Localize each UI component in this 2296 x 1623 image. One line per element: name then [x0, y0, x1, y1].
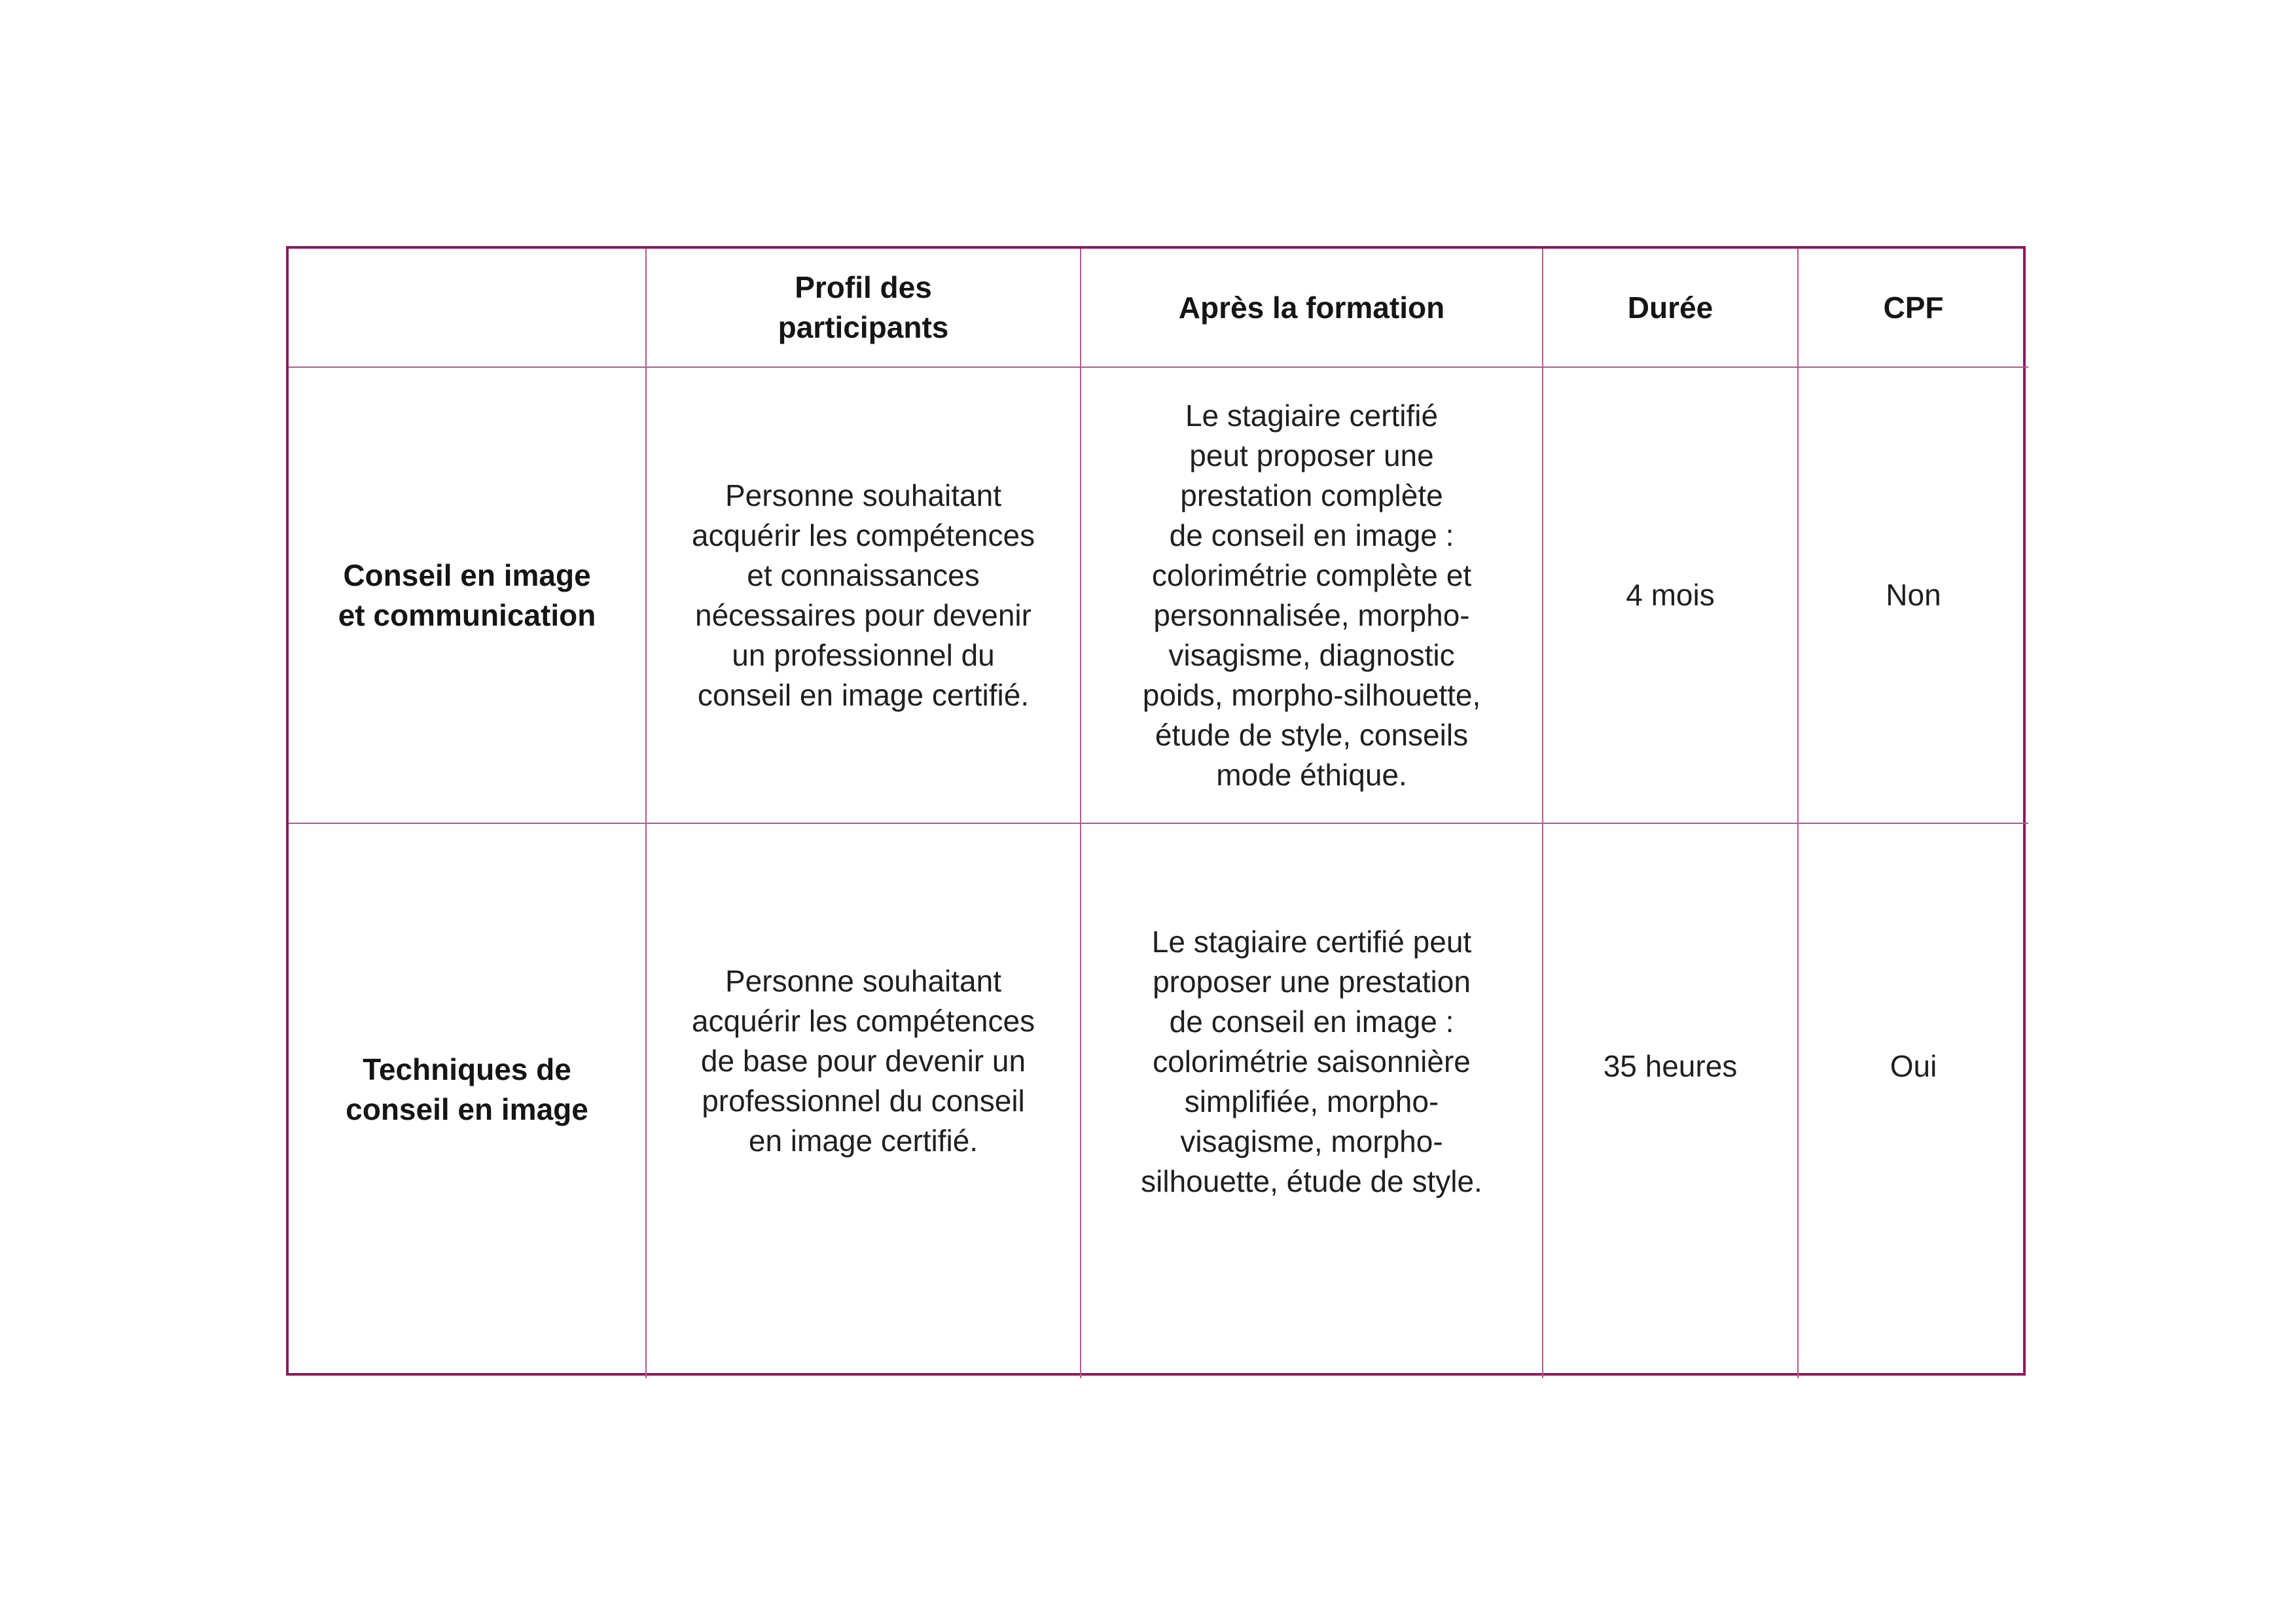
text-line: personnalisée, morpho- [1153, 597, 1470, 632]
text-line: de base pour devenir un [700, 1044, 1026, 1078]
header-profil [646, 249, 1081, 367]
text-line: professionnel du conseil [702, 1084, 1025, 1118]
text-line: Personne souhaitant [725, 964, 1001, 998]
table-row [289, 823, 2028, 1378]
header-row [289, 249, 2028, 367]
text-line: mode éthique. [1216, 757, 1407, 792]
text-line: visagisme, diagnostic [1168, 637, 1455, 672]
text-line: un professionnel du [732, 637, 995, 672]
cpf-cell: Non [1798, 367, 2028, 823]
row-title-line: Techniques de [363, 1052, 571, 1086]
text-line: colorimétrie complète et [1151, 558, 1472, 592]
profil-cell [646, 823, 1081, 1378]
cpf-cell: Oui [1798, 823, 2028, 1378]
row-title [289, 367, 646, 823]
duree-cell: 35 heures [1543, 823, 1798, 1378]
text-line: silhouette, étude de style. [1141, 1164, 1482, 1198]
text-line: peut proposer une [1189, 438, 1434, 473]
table-row [289, 367, 2028, 823]
apres-cell [1081, 823, 1543, 1378]
text-line: en image certifié. [748, 1124, 978, 1158]
text-line: étude de style, conseils [1155, 717, 1469, 752]
header-duree: Durée [1543, 249, 1798, 367]
text-line: de conseil en image : [1169, 1005, 1454, 1039]
text-line: acquérir les compétences [691, 1004, 1035, 1038]
text-line: poids, morpho-silhouette, [1142, 677, 1481, 712]
text-line: conseil en image certifié. [697, 677, 1030, 712]
text-line: et connaissances [747, 558, 980, 592]
apres-cell [1081, 367, 1543, 823]
text-line: nécessaires pour devenir [695, 597, 1031, 632]
header-profil-line: Profil des [795, 270, 932, 304]
header-empty-cell [289, 249, 646, 367]
header-cpf: CPF [1798, 249, 2028, 367]
formations-table [286, 246, 2026, 1376]
duree-cell: 4 mois [1543, 367, 1798, 823]
text-line: Personne souhaitant [725, 478, 1001, 512]
text-line: colorimétrie saisonnière [1153, 1044, 1471, 1079]
text-line: visagisme, morpho- [1180, 1124, 1443, 1158]
row-title-line: Conseil en image [343, 558, 591, 592]
comparison-table [289, 249, 2028, 1378]
text-line: acquérir les compétences [691, 518, 1035, 552]
text-line: prestation complète [1180, 478, 1443, 512]
row-title-line: et communication [338, 597, 596, 632]
text-line: de conseil en image : [1169, 518, 1454, 552]
text-line: Le stagiaire certifié [1185, 398, 1439, 433]
header-profil-line: participants [778, 310, 949, 344]
profil-cell [646, 367, 1081, 823]
text-line: proposer une prestation [1153, 965, 1471, 999]
text-line: simplifiée, morpho- [1184, 1084, 1439, 1118]
text-line: Le stagiaire certifié peut [1151, 925, 1472, 959]
row-title [289, 823, 646, 1378]
row-title-line: conseil en image [346, 1092, 588, 1126]
header-apres: Après la formation [1081, 249, 1543, 367]
